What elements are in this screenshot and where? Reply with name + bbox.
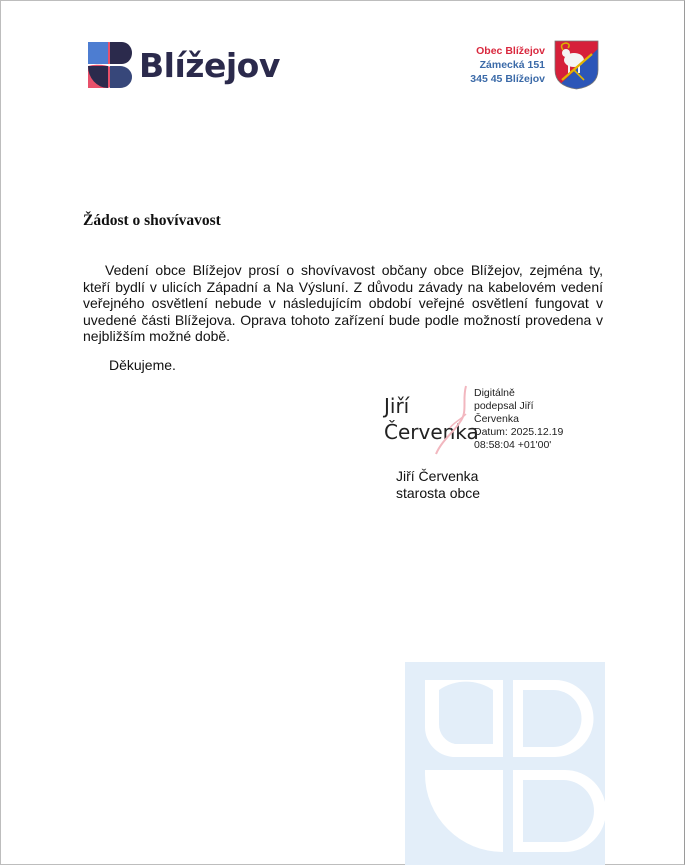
signature-info-line: Červenka bbox=[474, 413, 519, 425]
signature-info-line: Datum: 2025.12.19 bbox=[474, 426, 564, 438]
address-municipality: Blížejov bbox=[505, 45, 545, 57]
signer-role: starosta obce bbox=[396, 484, 481, 501]
address-line-3: 345 45 Blížejov bbox=[470, 73, 545, 85]
municipality-logo bbox=[88, 42, 280, 88]
document-title: Žádost o shovívavost bbox=[83, 212, 221, 229]
signature-info-line: Digitálně bbox=[474, 387, 515, 399]
address-line-2: Zámecká 151 bbox=[479, 59, 545, 71]
signature-first-name: Jiří bbox=[384, 394, 410, 418]
coat-of-arms-icon bbox=[554, 40, 599, 90]
signer-name: Jiří Červenka bbox=[396, 468, 479, 484]
sb-logo-icon bbox=[88, 42, 132, 88]
signature-info-line: 08:58:04 +01'00' bbox=[474, 439, 552, 451]
logo-text: Blížejov bbox=[139, 45, 280, 85]
signature-stroke-icon bbox=[432, 384, 472, 456]
signature-info-line: podepsal Jiří bbox=[474, 400, 534, 412]
signature-last-name: Červenka bbox=[384, 420, 479, 444]
paragraph-text: Vedení obce Blížejov prosí o shovívavost občany obce Blížejov, zejména ty, kteří bydlí v ulicích Západní a Na Výsluní. Z důvodu závady na kabelovém vedení veřejného osvětlení nebude v následujícím období veřejné osvětlení fungovat v uvedené části Blížejova. Oprava tohoto zařízení bude podle možností provedena v nejbližším možné době. bbox=[83, 262, 603, 345]
body-paragraph bbox=[83, 262, 603, 345]
watermark-logo-icon bbox=[405, 662, 605, 865]
signer-block bbox=[396, 468, 480, 501]
closing-thanks: Děkujeme. bbox=[109, 357, 176, 373]
address-line-1 bbox=[470, 44, 545, 58]
address-block bbox=[470, 44, 545, 86]
address-prefix: Obec bbox=[476, 45, 506, 57]
signature-info bbox=[474, 387, 563, 452]
